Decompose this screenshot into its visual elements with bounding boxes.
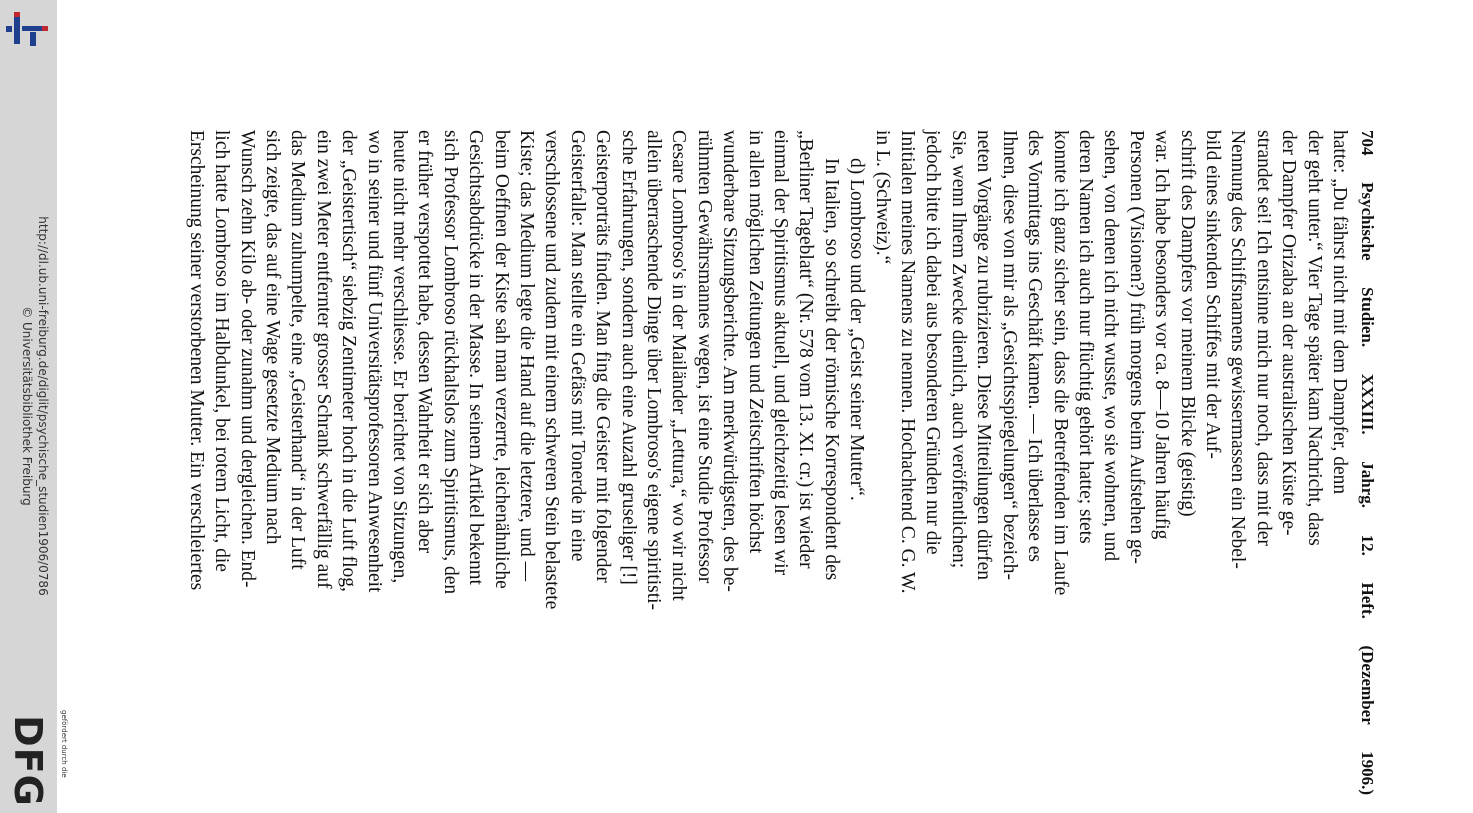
text-line: rühmten Gewährsmannes wegen, ist eine Studie Professor [693,130,715,584]
text-line: er früher verspottet habe, dessen Wahrheit er sich aber [414,130,436,554]
text-line: „Berliner Tageblatt“ (Nr. 578 vom 13. XI. cr.) ist wieder [795,130,817,569]
text-line: heute nicht mehr verschliesse. Er berichtet von Sitzungen, [388,130,410,584]
text-line: in L. (Schweiz).“ [871,130,893,265]
text-line: sehen, von denen ich nicht wusste, wo sie wohnen, und [1100,130,1122,562]
text-line: wo in seiner und fünf Universitätsprofessoren Anwesenheit [363,130,385,593]
text-line: war. Ich habe besonders vor ca. 8—10 Jahren häufig [1151,130,1173,540]
text-line: hatte: „Du fährst nicht mit dem Dampfer, denn [1329,130,1350,495]
scanned-page [180,130,1380,795]
text-line: Wunsch zehn Kilo ab- oder zunahm und dergleichen. End- [236,130,258,588]
text-line: verschlossene und zudem mit einem schweren Stein belastete [541,130,563,610]
text-line: Geisterfalle: Man stellte ein Gefäss mit Tonerde in eine [566,130,588,562]
text-line: einmal der Spiritismus aktuell, und gleichzeitig lesen wir [770,130,792,576]
text-line: wunderbare Sitzungsberichte. Am merkwürdigsten, des be- [719,130,741,592]
text-line: des Vormittags ins Geschäft kamen. — Ich überlasse es [1024,130,1046,562]
dfg-logo-letters: DFG [6,715,50,807]
text-line: konnte ich ganz sicher sein, dass die Betreffenden im Laufe [1049,130,1071,596]
text-line: strandet sei! Ich entsinne mich nur noch, dass mit der [1252,130,1274,546]
page-body [183,130,1352,795]
text-line: Cesare Lombroso's in der Mailänder „Lettura,“ wo wir nicht [668,130,690,601]
dfg-funded-text: gefördert durch die [60,710,68,778]
text-line: schrift des Dampfers vor meinem Blicke (geistig) [1176,130,1198,517]
scanned-page-area [180,130,1380,795]
copyright-text: © Universitätsbibliothek Freiburg [20,306,34,506]
viewer-sidebar [0,0,68,813]
text-line: jedoch bitte ich dabei aus besonderen Gründen nur die [922,130,944,555]
section-heading: d) Lombroso und der „Geist seiner Mutter“. [846,158,868,501]
text-line: Personen (Visionen?) früh morgens beim Aufstehen ge- [1125,130,1147,564]
source-url-link[interactable]: http://dl.ub.uni-freiburg.de/diglit/psychische_studien1906/0786 [36,216,50,596]
text-line: Gesichtsabdrücke in der Masse. In seinem Artikel bekennt [465,130,487,585]
text-line: Geisterporträts finden. Man fing die Geister mit folgender [592,130,614,583]
text-line: das Medium zuhumpelte, eine „Geisterhand“ in der Luft [287,130,309,570]
text-line: lich hatte Lombroso im Halbdunkel, bei rotem Licht, die [211,130,233,572]
text-line: sich zeigte, das auf eine Wage gesetzte Medium nach [261,130,283,545]
text-line: Ihnen, diese von mir als „Gesichtsspiegelungen“ bezeich- [998,130,1020,580]
text-line: der Dampfer Orizaba an der australischen Küste ge- [1278,130,1300,536]
text-line: Nennung des Schiffsnamens gewissermassen ein Nebel- [1227,130,1249,569]
text-line: der „Geistertisch“ siebzig Zentimeter hoch in die Luft flog, [338,130,360,592]
text-line: Erscheinung seiner verstorbenen Mutter. Ein verschleiertes [185,130,207,591]
text-line: allein überraschende Dinge über Lombroso's eigene spiritisti- [643,130,665,611]
text-line: bild eines sinkenden Schiffes mit der Auf- [1201,130,1223,459]
text-line: In Italien, so schreibt der römische Korrespondent des [820,158,842,581]
text-line: beim Oeffnen der Kiste sah man verzerrte, leichenähnliche [490,130,512,589]
text-line: ein zwei Meter entfernter grosser Schrank schwerfällig auf [312,130,334,589]
text-line: der geht unter.“ Vier Tage später kam Nachricht, dass [1303,130,1325,546]
running-header: 704 Psychische Studien. XXXIII. Jahrg. 12. Heft. (Dezember 1906.) [1358,130,1377,795]
text-line: in allen möglichen Zeitungen und Zeitschriften höchst [744,130,766,554]
text-line: deren Namen ich auch nur flüchtig gehört hatte; stets [1074,130,1096,544]
dfg-logo [4,710,68,807]
text-line: sche Erfahrungen, sondern auch eine Auzahl gruseliger [!] [617,130,639,585]
text-line: sich Professor Lombroso rückhaltslos zum Spiritismus, den [439,130,461,595]
text-line: Initialen meines Namens zu nennen. Hochachtend C. G. W. [897,130,919,594]
text-line: Sie, wenn Ihrem Zwecke dienlich, auch veröffentlichen; [947,130,969,569]
sidebar-source-text [7,6,51,806]
text-line: neten Vorgänge zu rubrizieren. Diese Mitteilungen dürfen [973,130,995,580]
text-line: Kiste; das Medium legte die Hand auf die letztere, und — [516,130,537,582]
